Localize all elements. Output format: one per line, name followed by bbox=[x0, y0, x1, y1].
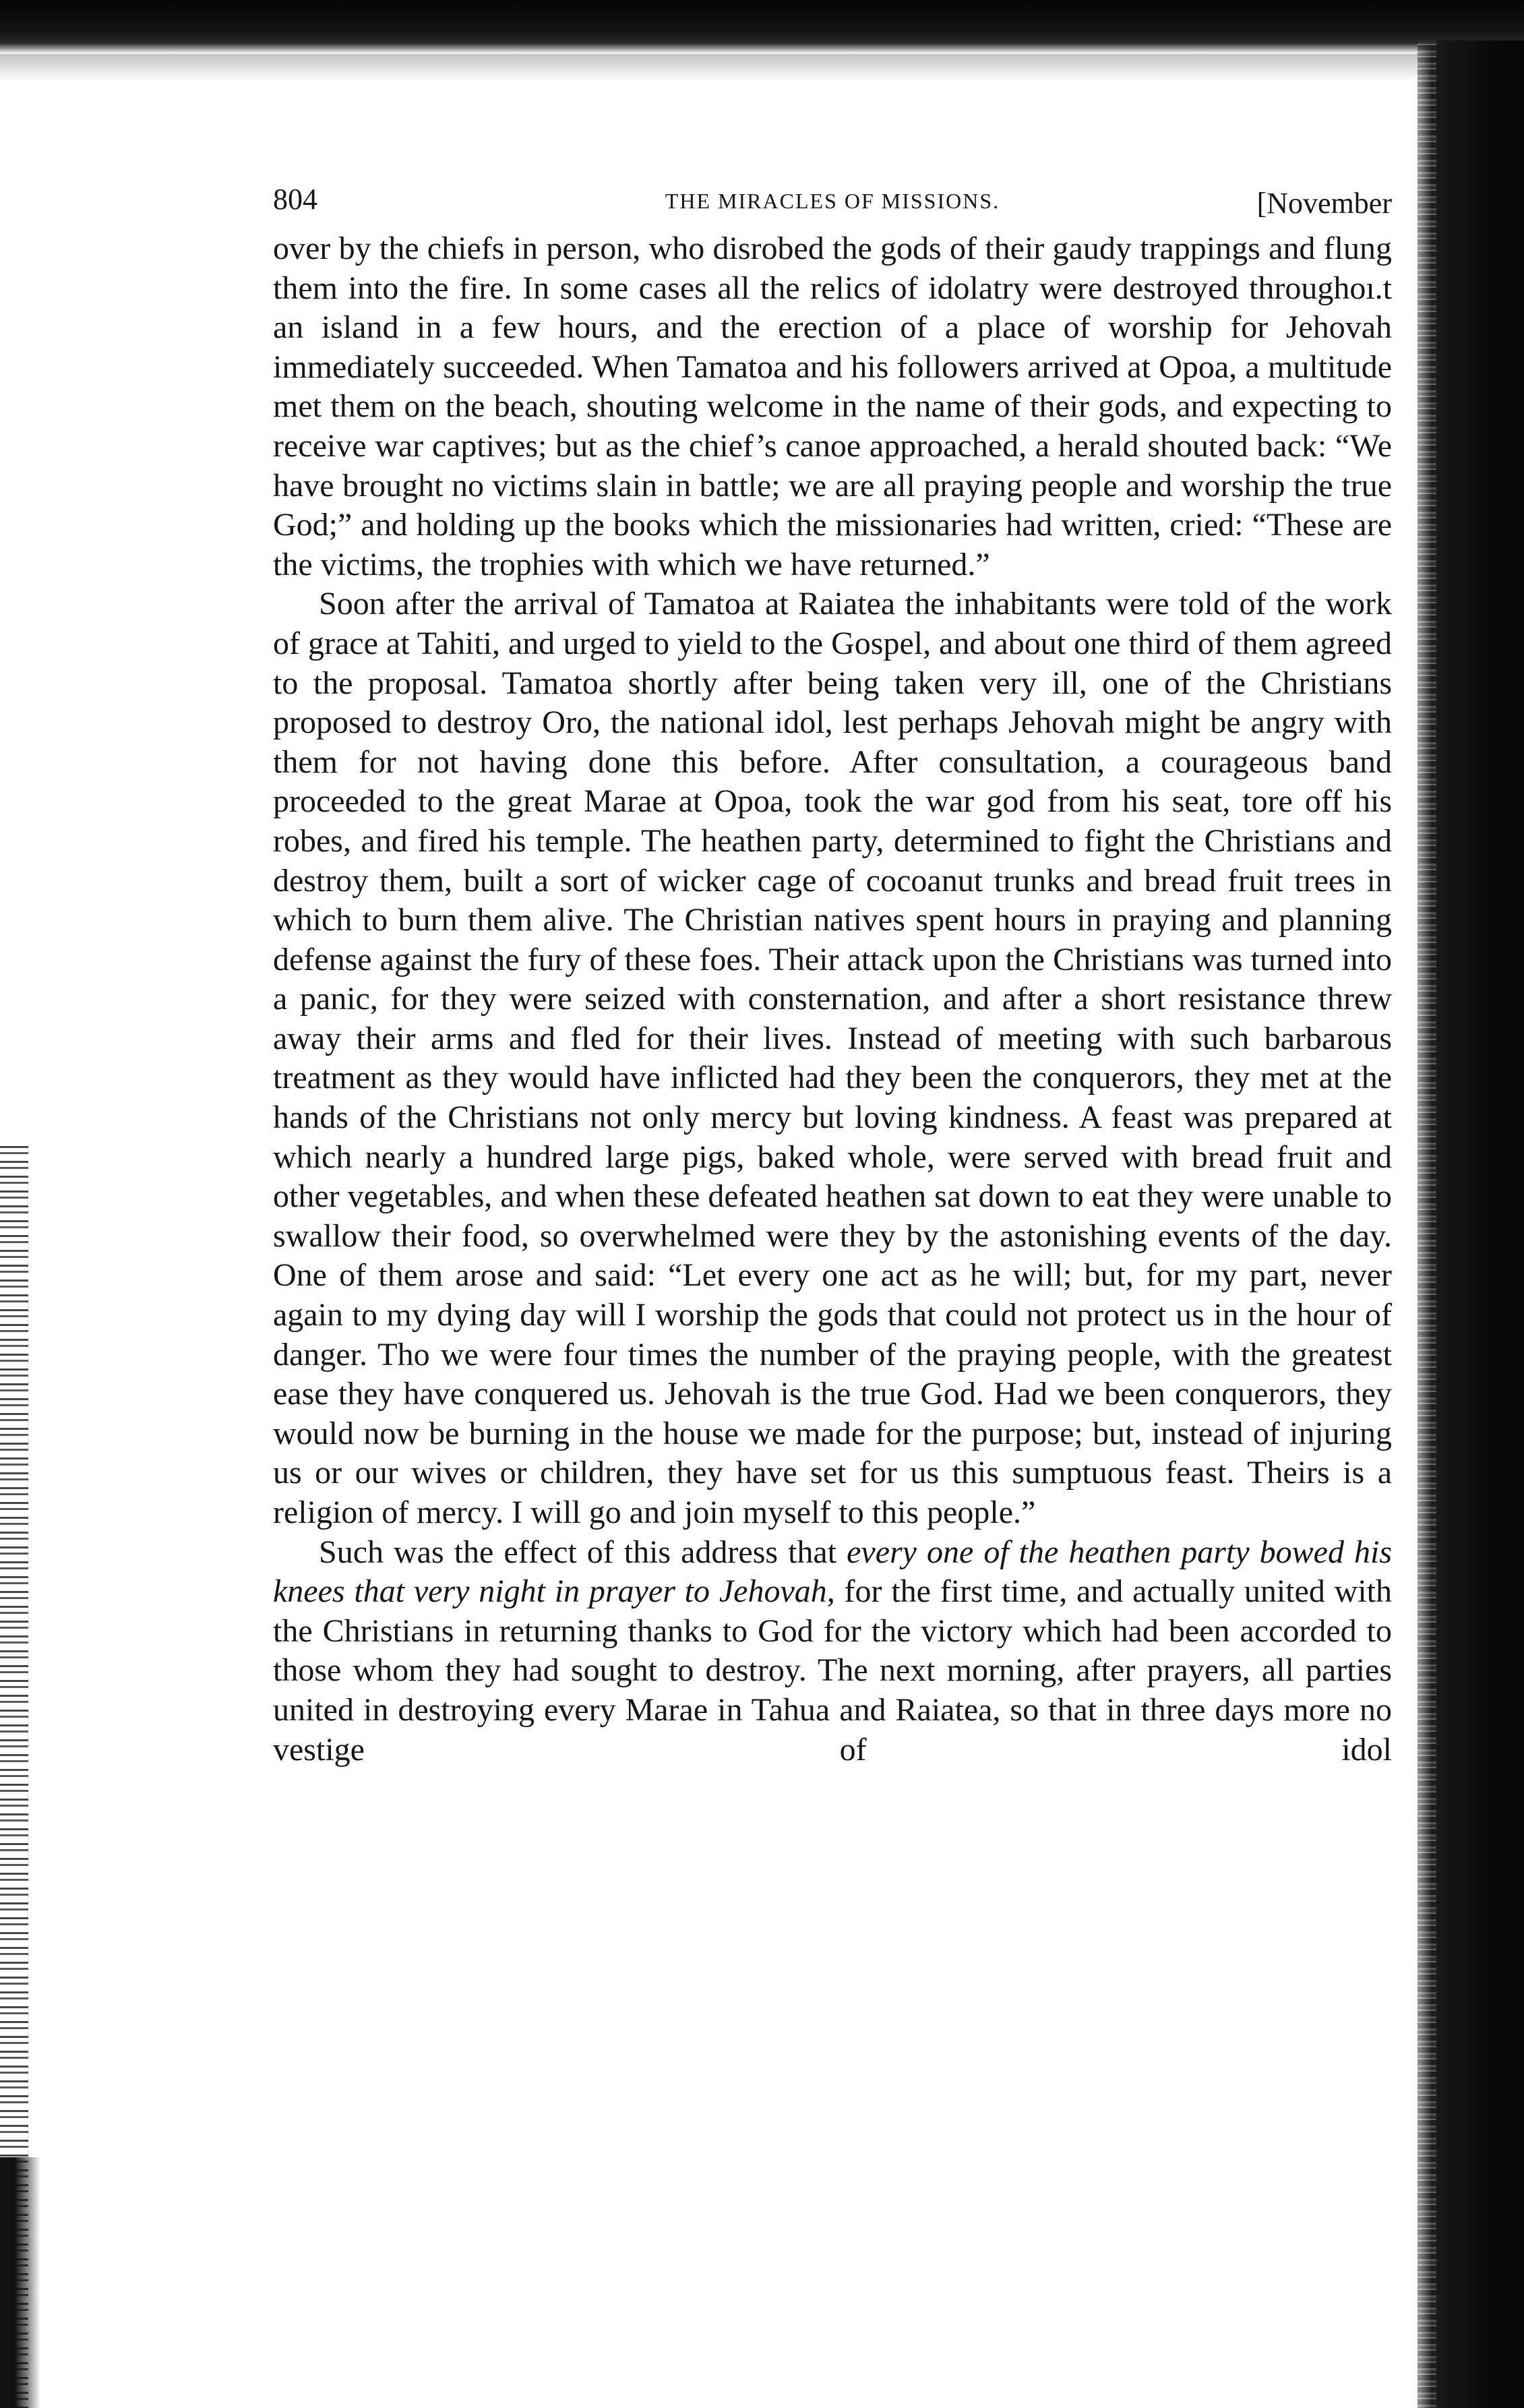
book-page bbox=[273, 169, 1392, 1770]
scan-edge-bottom-left bbox=[0, 2157, 40, 2408]
running-head bbox=[273, 169, 1392, 229]
paragraph-3-start: Such was the effect of this address that bbox=[319, 1534, 847, 1570]
running-title: THE MIRACLES OF MISSIONS. bbox=[665, 189, 1000, 213]
paragraph-1: over by the chiefs in person, who disrobed the gods of their gaudy trappings and flung them into the fire. In some cases all the relics of idolatry were destroyed throughoı.t an island in a few hours, and the erection of a place of worship for Jehovah immediately succeeded. When Tamatoa and his followers arrived at Opoa, a multitude met them on the beach, shouting welcome in the name of their gods, and expecting to receive war captives; but as the chief’s canoe approached, a herald shouted back: “We have brought no victims slain in battle; we are all praying people and worship the true God;” and holding up the books which the missionaries had written, cried: “These are the victims, the trophies with which we have returned.” bbox=[273, 231, 1392, 582]
scan-edge-texture bbox=[1418, 40, 1436, 2408]
scan-border-top bbox=[0, 0, 1524, 54]
scan-shadow-top bbox=[0, 54, 1524, 81]
paragraph-2: Soon after the arrival of Tamatoa at Raiatea the inhabitants were told of the work of grace at Tahiti, and urged to yield to the Gospel, and about one third of them agreed to the proposal. Tamatoa shortly after being taken very ill, one of the Christians proposed to destroy Oro, the national idol, lest perhaps Jehovah might be angry with them for not having done this before. After consultation, a courageous band proceeded to the great Marae at Opoa, took the war god from his seat, tore off his robes, and fired his temple. The heathen party, determined to fight the Christians and destroy them, built a sort of wicker cage of cocoanut trunks and bread fruit trees in which to burn them alive. The Christian natives spent hours in praying and planning defense against the fury of these foes. Their attack upon the Christians was turned into a panic, for they were seized with consternation, and after a short resistance threw away their arms and fled for their lives. Instead of meeting with such barbarous treatment as they would have inflicted had they been the conquerors, they met at the hands of the Christians not only mercy but loving kindness. A feast was prepared at which nearly a hundred large pigs, baked whole, were served with bread fruit and other vegetables, and when these defeated heathen sat down to eat they were unable to swallow their food, so overwhelmed were they by the astonishing events of the day. One of them arose and said: “Let every one act as he will; but, for my part, never again to my dying day will I worship the gods that could not protect us in the hour of danger. Tho we were four times the number of the praying people, with the greatest ease they have conquered us. Jehovah is the true God. Had we been conquerors, they would now be burning in the house we made for the purpose; but, instead of injuring us or our wives or children, they have set for us this sumptuous feast. Theirs is a religion of mercy. I will go and join myself to this people.” bbox=[273, 586, 1392, 1530]
paragraph-3-end: for the first time, and actually united with the Christians in returning thanks to God for the victory which had been accorded to those whom they had sought to destroy. The next morning, after prayers, all parties united in destroying every Marae in Tahua and Raiatea, so that in three days more no vestige of idol bbox=[273, 1573, 1392, 1768]
paragraph-3-italic: every one of the heathen party bowed his knees that very night in prayer to Jehovah, bbox=[273, 1534, 1393, 1610]
running-month: [November bbox=[1256, 187, 1392, 220]
paragraph-3 bbox=[273, 1533, 1392, 1770]
page-number: 804 bbox=[273, 183, 317, 216]
